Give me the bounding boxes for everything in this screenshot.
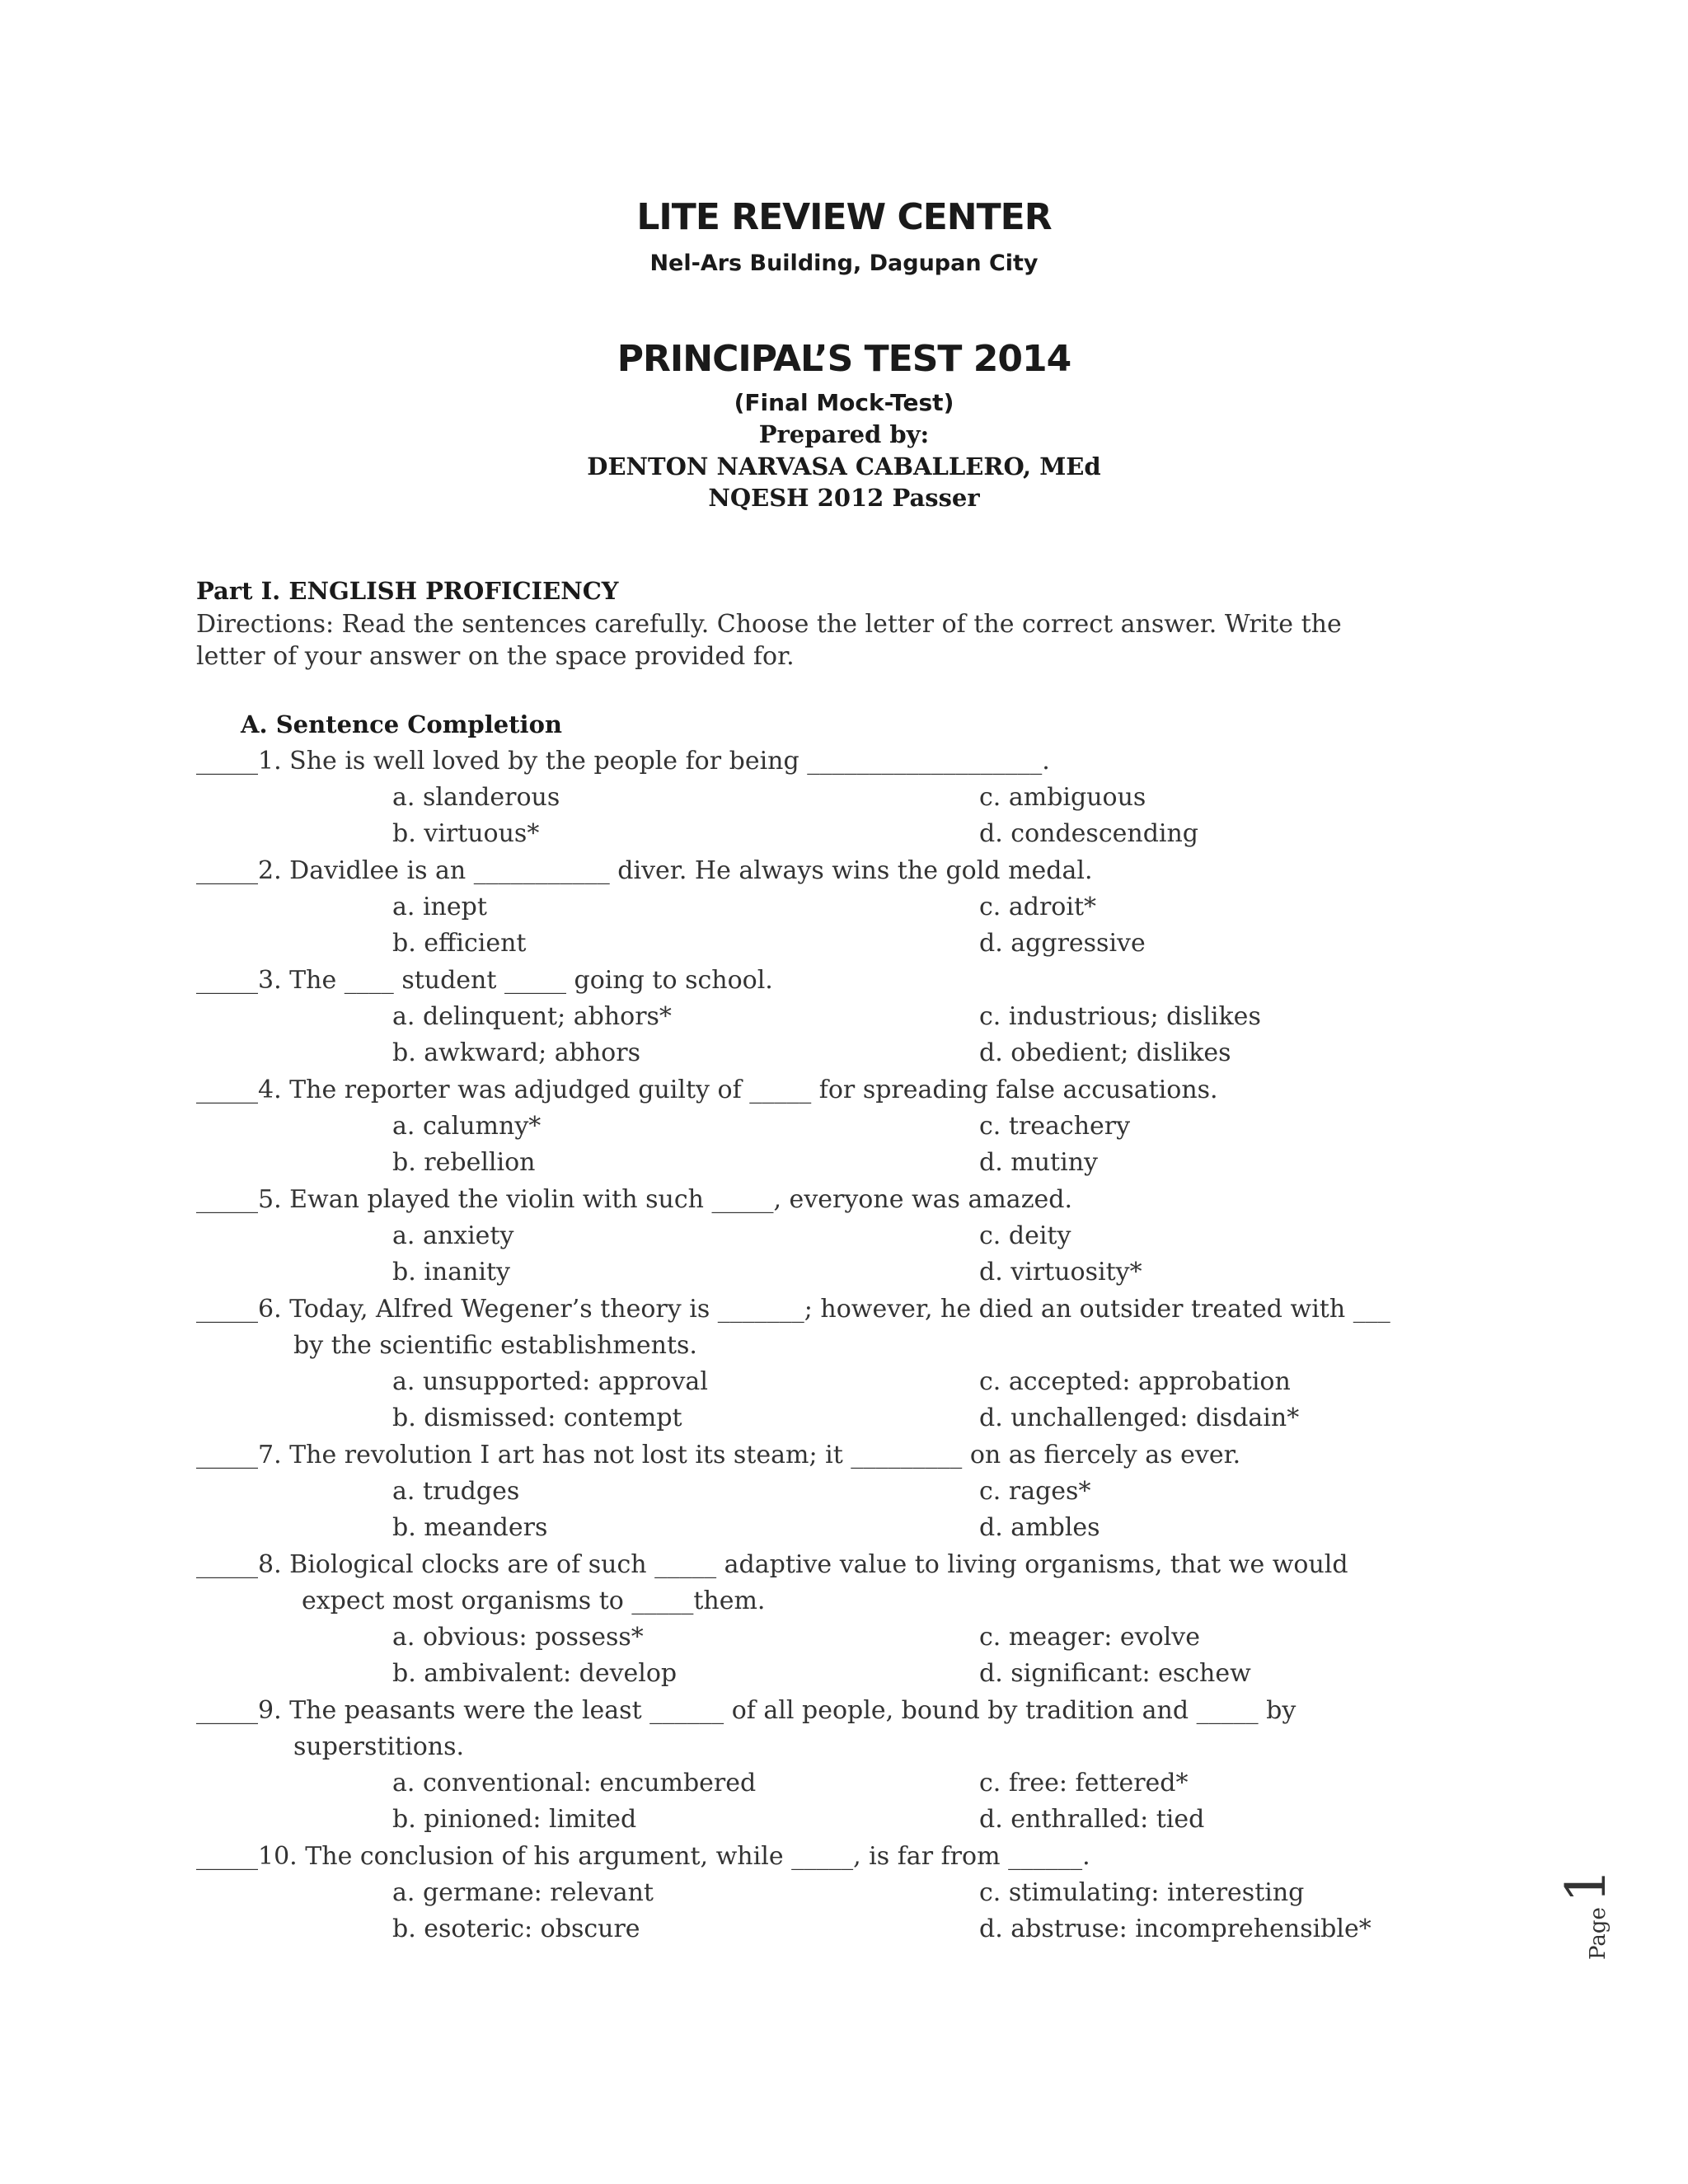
question-3-option-c: c. industrious; dislikes	[979, 1002, 1261, 1031]
question-9-option-c: c. free: fettered*	[979, 1769, 1189, 1797]
question-7-option-d: d. ambles	[979, 1513, 1100, 1542]
question-6-option-d: d. unchallenged: disdain*	[979, 1404, 1300, 1432]
question-9: _____9. The peasants were the least ______ of all people, bound by tradition and _____ by	[196, 1696, 1296, 1725]
question-5: _____5. Ewan played the violin with such _____, everyone was amazed.	[196, 1185, 1072, 1214]
question-4-option-a: a. calumny*	[392, 1112, 542, 1141]
question-7: _____7. The revolution I art has not lost its steam; it _________ on as fiercely as ever.	[196, 1441, 1241, 1469]
question-4-option-b: b. rebellion	[392, 1148, 536, 1177]
question-10-option-a: a. germane: relevant	[392, 1878, 654, 1907]
question-8: _____8. Biological clocks are of such _____ adaptive value to living organisms, that we would	[196, 1550, 1348, 1579]
question-10-option-b: b. esoteric: obscure	[392, 1915, 640, 1943]
question-7-option-a: a. trudges	[392, 1477, 520, 1506]
question-6: _____6. Today, Alfred Wegener’s theory is _______; however, he died an outsider treated with ___	[196, 1295, 1390, 1324]
question-3-option-b: b. awkward; abhors	[392, 1038, 640, 1067]
question-6-continuation: by the scientific establishments.	[293, 1331, 697, 1360]
question-8-option-a: a. obvious: possess*	[392, 1623, 644, 1652]
question-8-option-d: d. significant: eschew	[979, 1659, 1251, 1688]
question-4-option-c: c. treachery	[979, 1112, 1131, 1141]
section-title: A. Sentence Completion	[241, 710, 562, 738]
review-center-address: Nel-Ars Building, Dagupan City	[649, 251, 1039, 276]
page-label: Page	[1586, 1907, 1611, 1960]
question-9-continuation: superstitions.	[293, 1732, 465, 1761]
question-4-option-d: d. mutiny	[979, 1148, 1098, 1177]
question-5-option-a: a. anxiety	[392, 1221, 514, 1250]
test-title: PRINCIPAL’S TEST 2014	[617, 338, 1071, 380]
question-7-option-c: c. rages*	[979, 1477, 1091, 1506]
question-5-option-d: d. virtuosity*	[979, 1258, 1142, 1286]
question-5-option-c: c. deity	[979, 1221, 1071, 1250]
question-1-option-c: c. ambiguous	[979, 783, 1146, 812]
page-number: 1	[1554, 1868, 1618, 1904]
question-1-option-b: b. virtuous*	[392, 819, 540, 848]
question-8-option-b: b. ambivalent: develop	[392, 1659, 678, 1688]
prepared-by-label: Prepared by:	[758, 420, 930, 448]
review-center-name: LITE REVIEW CENTER	[636, 196, 1052, 238]
question-6-option-c: c. accepted: approbation	[979, 1367, 1291, 1396]
question-1-option-d: d. condescending	[979, 819, 1199, 848]
directions-line-2: letter of your answer on the space provided for.	[196, 642, 795, 671]
page-marker	[1550, 1863, 1632, 1970]
question-5-option-b: b. inanity	[392, 1258, 510, 1286]
part-title: Part I. ENGLISH PROFICIENCY	[196, 577, 619, 605]
question-6-option-a: a. unsupported: approval	[392, 1367, 708, 1396]
directions-line-1: Directions: Read the sentences carefully. Choose the letter of the correct answer. Write the	[196, 610, 1342, 639]
question-7-option-b: b. meanders	[392, 1513, 548, 1542]
question-6-option-b: b. dismissed: contempt	[392, 1404, 682, 1432]
question-2-option-d: d. aggressive	[979, 929, 1146, 958]
question-1-option-a: a. slanderous	[392, 783, 560, 812]
author-name: DENTON NARVASA CABALLERO, MEd	[587, 452, 1101, 480]
question-10-option-d: d. abstruse: incomprehensible*	[979, 1915, 1372, 1943]
question-3-option-d: d. obedient; dislikes	[979, 1038, 1231, 1067]
question-3-option-a: a. delinquent; abhors*	[392, 1002, 672, 1031]
question-10: _____10. The conclusion of his argument, while _____, is far from ______.	[196, 1842, 1090, 1871]
question-4: _____4. The reporter was adjudged guilty of _____ for spreading false accusations.	[196, 1076, 1218, 1104]
question-8-option-c: c. meager: evolve	[979, 1623, 1200, 1652]
question-2-option-c: c. adroit*	[979, 893, 1097, 921]
question-2-option-b: b. efficient	[392, 929, 527, 958]
question-8-continuation: expect most organisms to _____them.	[302, 1586, 766, 1615]
question-3: _____3. The ____ student _____ going to school.	[196, 966, 773, 995]
question-2: _____2. Davidlee is an ___________ diver. He always wins the gold medal.	[196, 856, 1093, 885]
author-credential: NQESH 2012 Passer	[708, 484, 980, 512]
question-1: _____1. She is well loved by the people for being ___________________.	[196, 747, 1050, 776]
question-9-option-b: b. pinioned: limited	[392, 1805, 637, 1834]
question-2-option-a: a. inept	[392, 893, 487, 921]
question-10-option-c: c. stimulating: interesting	[979, 1878, 1305, 1907]
test-subtitle: (Final Mock-Test)	[734, 389, 954, 416]
question-9-option-a: a. conventional: encumbered	[392, 1769, 757, 1797]
question-9-option-d: d. enthralled: tied	[979, 1805, 1205, 1834]
